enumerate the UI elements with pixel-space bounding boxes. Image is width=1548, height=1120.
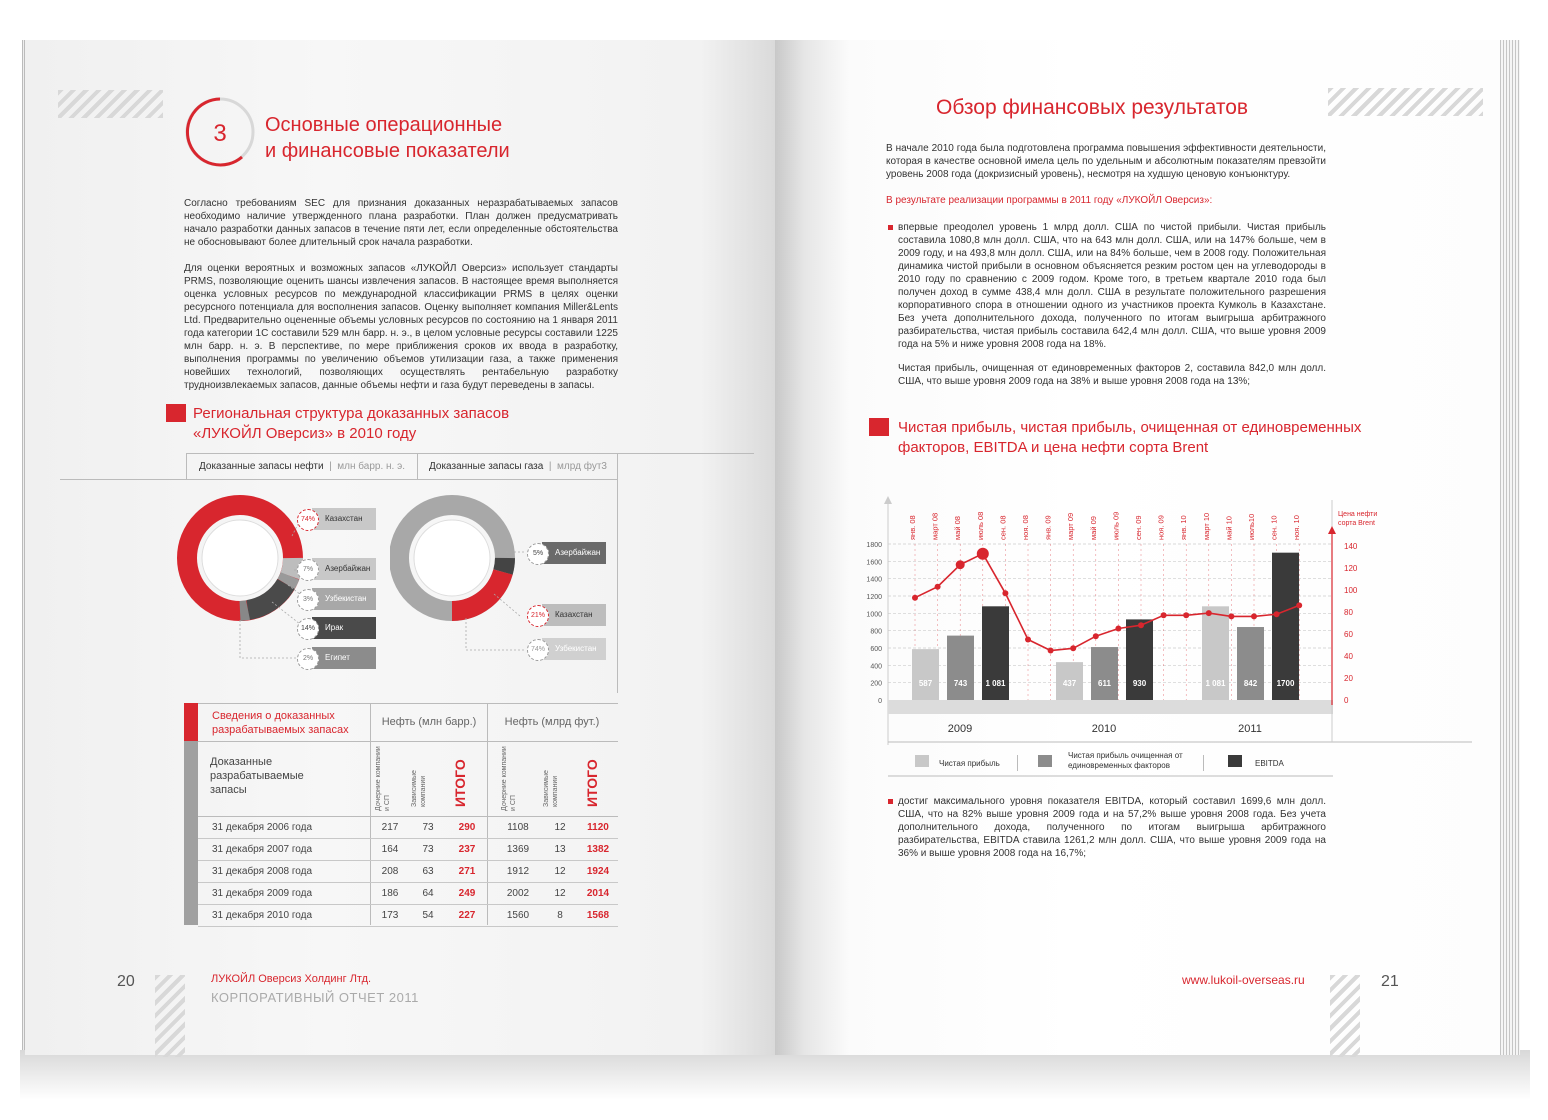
hatch-top-left bbox=[58, 90, 163, 118]
spread-shadow bbox=[20, 1050, 1530, 1100]
cell: 186 bbox=[381, 888, 399, 899]
cell: 2002 bbox=[506, 888, 530, 899]
month-label: сен. 08 bbox=[998, 515, 1008, 540]
brent-point bbox=[1251, 613, 1257, 619]
chart-title-marker bbox=[869, 418, 889, 436]
pie-pct: 21% bbox=[527, 605, 549, 627]
cell: 12 bbox=[554, 822, 566, 833]
cell: 1108 bbox=[507, 822, 529, 833]
section-number: 3 bbox=[213, 120, 227, 147]
cell-total: 227 bbox=[458, 910, 476, 921]
pie-country: Египет bbox=[325, 653, 350, 662]
category-label: 2010 bbox=[1091, 723, 1117, 735]
month-label: май 10 bbox=[1224, 516, 1234, 540]
pie-country: Узбекистан bbox=[325, 594, 367, 603]
donut-segment-azerbaijan bbox=[290, 558, 293, 576]
donut-segment-egypt bbox=[240, 610, 248, 611]
oil-reserves-unit: млн барр. н. э. bbox=[337, 461, 405, 472]
bar-2009-1 bbox=[947, 636, 974, 700]
hatch-bottom-right bbox=[1330, 975, 1360, 1057]
bar-2009-0 bbox=[912, 649, 939, 700]
brent-point bbox=[1228, 613, 1234, 619]
bar-2011-2 bbox=[1272, 553, 1299, 700]
y-tick-label: 0 bbox=[878, 698, 882, 705]
y2-tick-label: 80 bbox=[1344, 608, 1353, 617]
y-tick-label: 1800 bbox=[866, 542, 882, 549]
legend-label: Чистая прибыль bbox=[939, 759, 1000, 768]
chart-title-line-2: факторов, EBITDA и цена нефти сорта Brent bbox=[898, 439, 1209, 456]
table-row bbox=[198, 861, 618, 883]
bullet-adjusted-profit: Чистая прибыль, очищенная от единовременных факторов 2, составила 842,0 млн долл. США, что выше уровня 2009 года на 38% и выше уровня 2008 года на 13%; bbox=[898, 363, 1326, 387]
cell-total: 290 bbox=[458, 822, 476, 833]
divider bbox=[186, 453, 754, 454]
y2-tick-label: 0 bbox=[1344, 696, 1349, 705]
program-result: В результате реализации программы в 2011 году «ЛУКОЙЛ Оверсиз»: bbox=[886, 195, 1213, 206]
bullet-net-profit: впервые преодолел уровень 1 млрд долл. США по чистой прибыли. Чистая прибыль составила 1080,8 млн долл. США, что на 643 млн долл. США, или на 147% больше, чем в 2009 году, и на 493,8 млн долл. США, или на 84% больше, чем в 2008 году. Положительная динамика чистой прибыли в основном объясняется резким ростом цен на углеводороды в 2010 году по сравнению с 2009 годом. Кроме того, в третьем квартале 2010 года был получен доход в сумме 438,4 млн долл. США в результате положительного разрешения корпоративного спора в отношении одного из участников проекта Кумколь в Казахстане. Без учета дополнительного дохода, полученного по итогам выигрыша арбитражного разбирательства, чистая прибыль составила 642,4 млн долл. США, что выше уровня 2009 года на 5% и ниже уровня 2008 года на 18%. bbox=[898, 222, 1326, 350]
month-label: июль 08 bbox=[975, 511, 985, 540]
legend-label: EBITDA bbox=[1255, 759, 1284, 768]
month-label: ноя. 09 bbox=[1156, 515, 1166, 540]
divider bbox=[186, 453, 187, 479]
y2-tick-label: 100 bbox=[1344, 586, 1358, 595]
brent-point bbox=[1115, 626, 1121, 632]
bar-value-label: 1700 bbox=[1276, 679, 1295, 688]
cell: 63 bbox=[422, 866, 434, 877]
cell-total: 271 bbox=[458, 866, 476, 877]
legend-swatch-ebitda bbox=[1228, 755, 1242, 767]
bar-value-label: 1 081 bbox=[1205, 679, 1226, 688]
divider bbox=[60, 479, 618, 480]
y-tick-label: 400 bbox=[870, 663, 882, 671]
bar-value-label: 611 bbox=[1098, 679, 1111, 688]
pie-pct: 74% bbox=[527, 639, 549, 661]
y2-tick-label: 140 bbox=[1344, 542, 1358, 551]
month-label: май 09 bbox=[1088, 516, 1098, 540]
regional-title-line-2: «ЛУКОЙЛ Оверсиз» в 2010 году bbox=[193, 425, 417, 442]
section-title-line-1: Основные операционные bbox=[265, 114, 503, 136]
y2-tick-label: 60 bbox=[1344, 630, 1353, 639]
month-label: июль 09 bbox=[1111, 511, 1121, 540]
month-label: март 10 bbox=[1201, 512, 1211, 540]
month-label: март 09 bbox=[1066, 512, 1076, 540]
regional-title bbox=[193, 404, 509, 444]
bar-value-label: 1 081 bbox=[985, 679, 1006, 688]
cell-total: 1568 bbox=[586, 910, 610, 921]
month-label: май 08 bbox=[953, 516, 963, 540]
y-tick-label: 800 bbox=[870, 628, 882, 636]
y2-tick-label: 40 bbox=[1344, 652, 1353, 661]
brent-point bbox=[956, 560, 965, 569]
cell: 173 bbox=[381, 910, 399, 921]
cell: 1912 bbox=[506, 866, 530, 877]
col-affiliates-oil: Зависимые компании bbox=[411, 770, 427, 807]
y-tick-label: 1200 bbox=[866, 594, 882, 601]
category-label: 2009 bbox=[947, 723, 973, 735]
page-number-right: 21 bbox=[1381, 973, 1399, 990]
col-total-oil: ИТОГО bbox=[452, 759, 468, 807]
cell: 64 bbox=[422, 888, 434, 899]
pie-pct: 14% bbox=[297, 618, 319, 640]
donut-segment-azerbaijan bbox=[503, 558, 505, 572]
y2-tick-label: 120 bbox=[1344, 564, 1358, 573]
y-tick-label: 1600 bbox=[866, 559, 882, 567]
cell-total: 1382 bbox=[586, 844, 610, 855]
gas-reserves-unit: млрд фут3 bbox=[557, 461, 607, 472]
pie-country: Азербайжан bbox=[555, 548, 601, 557]
cell: 73 bbox=[422, 822, 434, 833]
month-label: янв. 10 bbox=[1179, 515, 1189, 540]
gas-reserves-header: Доказанные запасы газа | млрд фут3 bbox=[429, 461, 607, 472]
table-row bbox=[198, 883, 618, 905]
page-edges-right bbox=[1500, 40, 1520, 1055]
brent-point bbox=[1183, 612, 1189, 618]
reserves-table bbox=[184, 703, 618, 925]
chart-title-line-1: Чистая прибыль, чистая прибыль, очищенная от единовременных bbox=[898, 419, 1362, 436]
regional-title-marker bbox=[166, 404, 186, 422]
month-label: янв. 09 bbox=[1043, 515, 1053, 540]
cell-total: 237 bbox=[458, 844, 476, 855]
y-tick-label: 200 bbox=[870, 680, 882, 688]
bar-value-label: 743 bbox=[953, 679, 968, 688]
brent-point bbox=[1093, 633, 1099, 639]
brent-point bbox=[935, 584, 941, 590]
website-link[interactable]: www.lukoil-overseas.ru bbox=[1182, 973, 1305, 987]
legend-label: Чистая прибыль очищенная от единовременных факторов bbox=[1068, 751, 1183, 770]
gas-reserves-title: Доказанные запасы газа bbox=[429, 461, 544, 472]
brent-point bbox=[1161, 612, 1167, 618]
month-label: ноя. 10 bbox=[1292, 515, 1302, 540]
cell: 217 bbox=[381, 822, 399, 833]
brent-point bbox=[977, 548, 989, 560]
pie-pct: 7% bbox=[297, 559, 319, 581]
month-label: июль10 bbox=[1247, 513, 1256, 540]
cell: 1369 bbox=[506, 844, 530, 855]
row-label: 31 декабря 2009 года bbox=[212, 888, 313, 899]
month-label: янв. 08 bbox=[908, 515, 917, 540]
pie-pct: 3% bbox=[297, 589, 319, 611]
bullet-ebitda: достиг максимального уровня показателя EBITDA, который составил 1699,6 млн долл. США, что на 82% выше уровня 2009 года и на 57,2% выше уровня 2008 года. Без учета дополнительного дохода, полученного по итогам выигрыша арбитражного разбирательства, EBITDA ставила 1261,2 млн долл. США, что выше уровня 2009 года на 36% и выше уровня 2008 года на 16,7%; bbox=[898, 796, 1326, 859]
cell: 13 bbox=[554, 844, 566, 855]
cell-total: 249 bbox=[458, 888, 476, 899]
brent-axis-arrow bbox=[1328, 526, 1336, 534]
row-label: 31 декабря 2008 года bbox=[212, 866, 313, 877]
section-title bbox=[265, 112, 510, 164]
cell: 54 bbox=[422, 910, 434, 921]
brent-point bbox=[1138, 622, 1144, 628]
brent-point bbox=[1274, 611, 1280, 617]
footer-report: КОРПОРАТИВНЫЙ ОТЧЕТ 2011 bbox=[211, 990, 419, 1005]
cell: 73 bbox=[422, 844, 434, 855]
hatch-top-right bbox=[1328, 88, 1483, 116]
table-oil-group: Нефть (млн барр.) bbox=[381, 716, 477, 728]
paragraph-sec: Согласно требованиям SEC для признания доказанных неразрабатываемых запасов необходимо наличие утвержденного плана разработки. План должен предусматривать начало разработки данных запасов в течение пяти лет, если определенные обстоятельства не обосновывают более длительный срок начала разработки. bbox=[184, 198, 618, 248]
pie-country: Узбекистан bbox=[555, 644, 597, 653]
table-row bbox=[198, 839, 618, 861]
bar-value-label: 842 bbox=[1243, 679, 1258, 688]
month-label: сен. 09 bbox=[1134, 515, 1143, 540]
bar-value-label: 930 bbox=[1132, 679, 1147, 688]
cell: 164 bbox=[381, 844, 399, 855]
paragraph-prms: Для оценки вероятных и возможных запасов «ЛУКОЙЛ Оверсиз» использует стандарты PRMS, позволяющие оценить шансы извлечения запасов. В настоящее время выполняется оценка условных ресурсов по международной классификации PRMS в целях оценки ресурсного потенциала для восполнения запасов. Оценку выполняет компания Miller&Lents Ltd. Предварительно оцененные объемы условных ресурсов по состоянию на 1 января 2011 года категории 1С составили 529 млн барр. н. э., в целом условные ресурсы составили 1225 млн барр. н. э. В перспективе, по мере приближения сроков их ввода в разработку, выполнения программы по увеличению объемов утилизации газа, а также применения новейших технологий, позволяющих осуществлять рентабельную разработку трудноизвлекаемых запасов, данные объемы нефти и газа будут переведены в запасы. bbox=[184, 263, 618, 391]
col-affiliates-gas: Зависимые компании bbox=[543, 770, 559, 807]
legend-swatch-net-profit bbox=[915, 755, 929, 767]
bar-2011-1 bbox=[1237, 627, 1264, 700]
table-gas-group: Нефть (млрд фут.) bbox=[504, 716, 600, 728]
bullet-marker bbox=[888, 799, 893, 804]
bar-value-label: 437 bbox=[1062, 679, 1077, 688]
cell: 1560 bbox=[506, 910, 530, 921]
brent-point bbox=[1048, 648, 1054, 654]
y-tick-label: 1000 bbox=[866, 611, 882, 619]
chart-title bbox=[898, 418, 1361, 458]
brent-point bbox=[1070, 645, 1076, 651]
cell: 8 bbox=[557, 910, 563, 921]
divider bbox=[417, 453, 418, 479]
cell-total: 1924 bbox=[586, 866, 610, 877]
month-label: сен. 10 bbox=[1269, 515, 1279, 540]
month-label: март 08 bbox=[930, 512, 940, 540]
hatch-bottom-left bbox=[155, 975, 185, 1057]
cell: 12 bbox=[554, 888, 566, 899]
pie-pct: 5% bbox=[527, 543, 549, 565]
footer-company: ЛУКОЙЛ Оверсиз Холдинг Лтд. bbox=[211, 973, 372, 985]
section-number-badge bbox=[180, 92, 260, 172]
oil-reserves-title: Доказанные запасы нефти bbox=[199, 461, 324, 472]
pie-country: Казахстан bbox=[325, 514, 363, 523]
pie-pct: 74% bbox=[297, 509, 319, 531]
legend-swatch-adjusted bbox=[1038, 755, 1052, 767]
y-tick-label: 1400 bbox=[866, 576, 882, 584]
brent-point bbox=[1206, 610, 1212, 616]
brent-point bbox=[912, 595, 918, 601]
table-row-header: Доказанные разрабатываемые запасы bbox=[210, 756, 304, 796]
section-title-line-2: и финансовые показатели bbox=[265, 140, 510, 162]
pie-country: Азербайжан bbox=[325, 564, 371, 573]
row-label: 31 декабря 2006 года bbox=[212, 822, 313, 833]
col-total-gas: ИТОГО bbox=[584, 759, 600, 807]
oil-reserves-header: Доказанные запасы нефти | млн барр. н. э. bbox=[199, 461, 405, 472]
table-body bbox=[198, 817, 618, 927]
brent-point bbox=[1002, 590, 1008, 596]
brent-point bbox=[1025, 637, 1031, 643]
y-tick-label: 600 bbox=[870, 646, 882, 653]
bar-2010-1 bbox=[1091, 647, 1118, 700]
month-label: ноя. 08 bbox=[1021, 515, 1030, 540]
bar-value-label: 587 bbox=[918, 679, 933, 688]
cell: 208 bbox=[381, 866, 399, 877]
cell-total: 1120 bbox=[587, 822, 609, 833]
pie-country: Ирак bbox=[325, 623, 344, 632]
brent-point bbox=[1296, 602, 1302, 608]
y2-tick-label: 20 bbox=[1344, 674, 1353, 683]
bullet-marker bbox=[888, 225, 893, 230]
regional-title-line-1: Региональная структура доказанных запасов bbox=[193, 405, 510, 422]
brent-axis-label: Цена нефти сорта Brent bbox=[1338, 511, 1378, 527]
table-row bbox=[198, 817, 618, 839]
cell: 12 bbox=[554, 866, 566, 877]
col-subsidiaries-gas: Дочерние компании и СП bbox=[501, 746, 517, 811]
donut-segment-uzbekistan bbox=[286, 576, 290, 584]
pie-country: Казахстан bbox=[555, 610, 593, 619]
pie-pct: 2% bbox=[297, 648, 319, 670]
cell-total: 2014 bbox=[586, 888, 610, 899]
table-row bbox=[198, 905, 618, 927]
col-subsidiaries-oil: Дочерние компании и СП bbox=[375, 746, 391, 811]
row-label: 31 декабря 2007 года bbox=[212, 844, 313, 855]
category-label: 2011 bbox=[1238, 723, 1262, 735]
row-label: 31 декабря 2010 года bbox=[212, 910, 313, 921]
intro-paragraph: В начале 2010 года была подготовлена программа повышения эффективности деятельности, которая в качестве основной имела цель по удельным и абсолютным показателям превзойти уровень 2008 года (докризисный уровень), несмотря на худшую ценовую конъюнктуру. bbox=[886, 143, 1326, 180]
page-number-left: 20 bbox=[117, 973, 135, 990]
financial-chart bbox=[860, 490, 1480, 790]
table-title: Сведения о доказанных разрабатываемых запасах bbox=[212, 710, 349, 736]
right-page-title: Обзор финансовых результатов bbox=[936, 96, 1249, 119]
